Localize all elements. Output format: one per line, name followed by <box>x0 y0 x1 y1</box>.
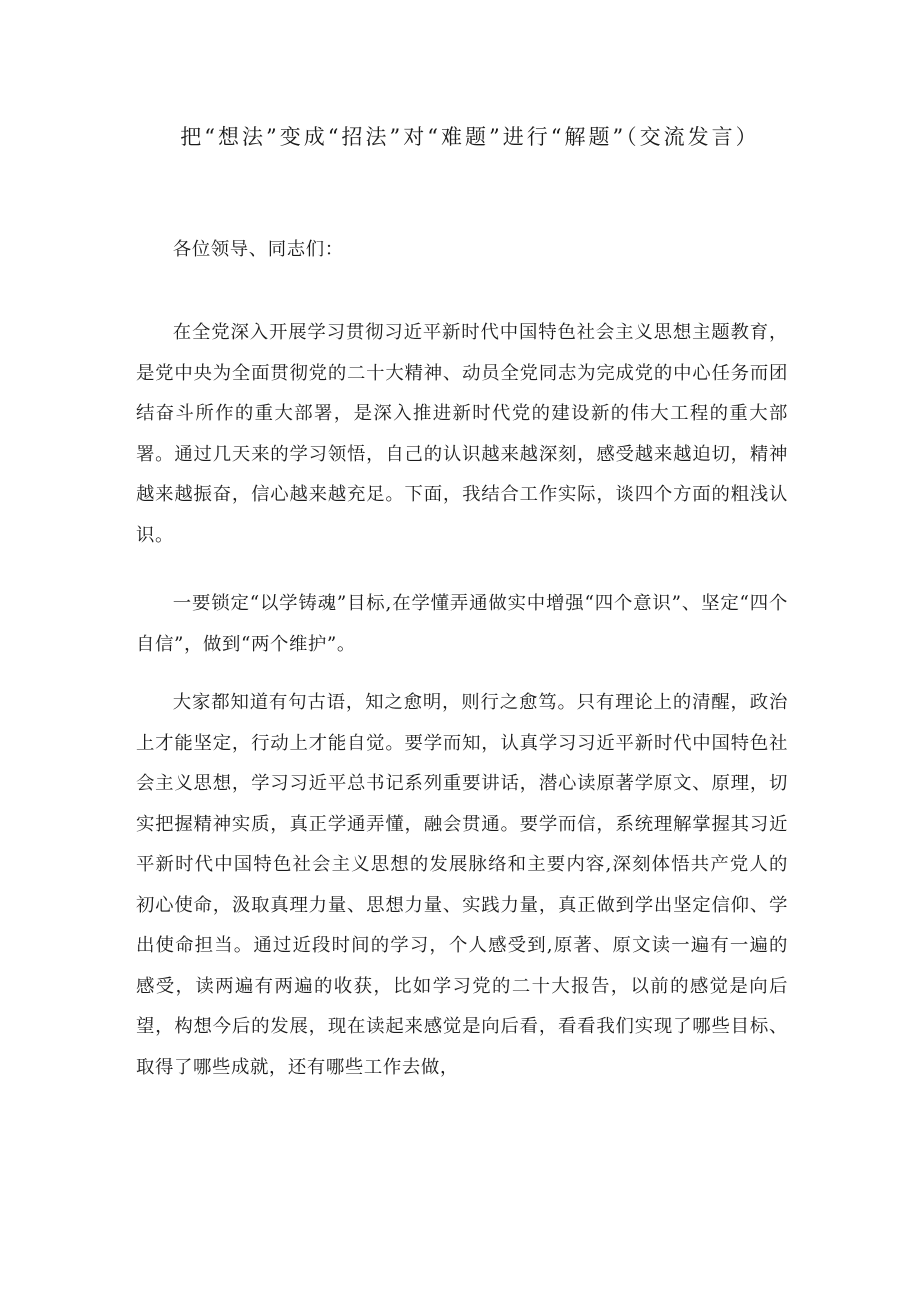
paragraph-point-one-heading: 一要锁定“以学铸魂”目标,在学懂弄通做实中增强“四个意识”、坚定“四个自信”，做到“两个维护”。 <box>136 593 788 655</box>
paragraph-intro: 在全党深入开展学习贯彻习近平新时代中国特色社会主义思想主题教育，是党中央为全面贯彻党的二十大精神、动员全党同志为完成党的中心任务而团结奋斗所作的重大部署，是深入推进新时代党的建设新的伟大工程的重大部署。通过几天来的学习领悟，自己的认识越来越深刻，感受越来越迫切，精神越来越振奋，信心越来越充足。下面，我结合工作实际，谈四个方面的粗浅认识。 <box>136 322 788 546</box>
paragraph-point-one-body: 大家都知道有句古语，知之愈明，则行之愈笃。只有理论上的清醒，政治上才能坚定，行动上才能自觉。要学而知，认真学习习近平新时代中国特色社会主义思想，学习习近平总书记系列重要讲话，潜心读原著学原文、原理，切实把握精神实质，真正学通弄懂，融会贯通。要学而信，系统理解掌握其习近平新时代中国特色社会主义思想的发展脉络和主要内容,深刻体悟共产党人的初心使命，汲取真理力量、思想力量、实践力量，真正做到学出坚定信仰、学出使命担当。通过近段时间的学习，个人感受到,原著、原文读一遍有一遍的感受，读两遍有两遍的收获，比如学习党的二十大报告，以前的感觉是向后望，构想今后的发展，现在读起来感觉是向后看，看看我们实现了哪些目标、取得了哪些成就，还有哪些工作去做， <box>136 692 788 1078</box>
salutation: 各位领导、同志们： <box>172 239 344 260</box>
document-title: 把“想法”变成“招法”对“难题”进行“解题”（交流发言） <box>180 125 760 149</box>
